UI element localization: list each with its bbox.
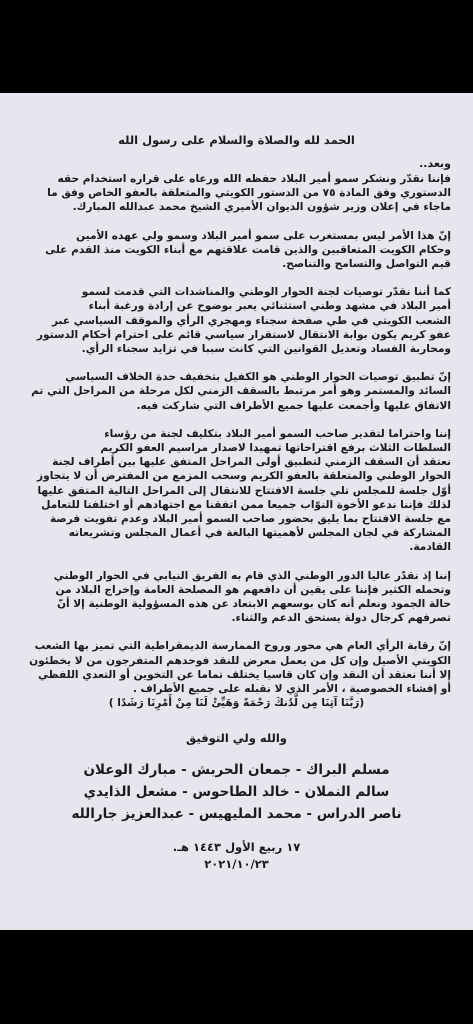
paragraph-line: القادمة.: [409, 541, 451, 554]
paragraph-line: إنّ تطبيق توصيات الحوار الوطني هو الكفيل بتخفيف حدة الخلاف السياسي: [65, 371, 451, 384]
paragraph-line: تصرفهم كرجال دولة يستحق الدعم والثناء.: [231, 612, 451, 625]
preface-word: وبعد..: [419, 157, 451, 170]
hijri-date: ١٧ ربيع الأول ١٤٤٣ هـ.: [172, 839, 301, 854]
paragraph-line: الحوار الوطني والمتعلقة بالعفو الكريم وسحب المزمع من المفترض أن لا يتجاوز: [37, 470, 451, 483]
paragraph-2: [22, 229, 451, 272]
paragraph-line: وحكام الكويت المتعاقبين والذين قامت علاقتهم مع أبناء الكويت منذ القدم على: [45, 243, 451, 256]
paragraph-line: إنّ هذا الأمر ليس بمستغرب على سمو أمير البلاد وسمو ولي عهده الأمين: [76, 229, 451, 242]
paragraph-6: [22, 569, 451, 626]
paragraph-line: السلطات الثلاث برفع اقتراحاتها تمهيدا لاصدار مراسيم العفو الكريم: [100, 442, 451, 455]
paragraph-line: قيم التواصل والتسامح والتناصح.: [282, 258, 451, 271]
paragraph-line: مع جلسة الافتتاح بما يليق بحضور صاحب السمو أمير البلاد وعدم تفويت فرصة: [49, 513, 451, 526]
paragraph-line: الاتفاق عليها وأجمعت عليها جميع الأطراف التي شاركت فيه.: [136, 399, 451, 412]
paragraph-line: فإننا نقدّر ونشكر سمو أمير البلاد حفظه الله ورعاه على قراره استخدام حقه: [57, 173, 451, 185]
paragraph-7: [22, 639, 451, 710]
paragraph-line: إنّ رقابة الرأي العام هي محور وروح الممارسة الديمقراطية التي تميز بها الشعب: [34, 640, 451, 653]
paragraph-line: إننا إذ نقدّر عاليا الدور الوطني الذي قام به الفريق النيابي في الحوار الوطني: [53, 569, 451, 582]
paragraph-line: ومحاربة الفساد وتعديل القوانين التي كانت سببا في تزايد سجناء الرأي.: [81, 343, 451, 356]
quran-verse: (رَبَّنَا آتِنَا مِن لَّدُنكَ رَحْمَةً وَهَيِّئْ لَنَا مِنْ أَمْرِنَا رَشَدًا ): [108, 697, 365, 710]
paragraph-line: الدستوري وفق المادة ٧٥ من الدستور الكويتي والمتعلقة بالعفو الخاص وفق ما: [47, 187, 451, 200]
paragraph-line: أو إفشاء الخصوصية ، الأمر الذي لا نقبله على جميع الأطراف .: [132, 683, 451, 696]
date-block: [22, 839, 451, 873]
paragraph-line: الشعب الكويتي في طي صفحة سجناء ومهجري الرأي والموقف السياسي عبر: [51, 314, 451, 327]
paragraph-line: السائد والمستمر وهو أمر مرتبط بالسقف الزمني لكل مرحلة من المراحل التي تم: [31, 385, 451, 398]
signatories-row: سالم النملان - خالد الطاحوس - مشعل الذايدي: [83, 783, 390, 800]
paragraph-line: الكويتي الأصيل وإن كل من يعمل معرض للنقد فوحدهم المتفرجون من لا يخطئون: [29, 654, 451, 667]
paragraph-line: أوّل جلسة للمجلس تلي جلسة الافتتاح للانتقال إلى المراحل التالية المتفق عليها: [37, 484, 451, 497]
signatories-block: [22, 759, 451, 825]
statement-document: [0, 93, 473, 930]
gregorian-date: ٢٠٢١/١٠/٢٣: [204, 856, 269, 871]
closing-phrase: والله ولي التوفيق: [186, 730, 287, 745]
paragraph-line: ماجاء في إعلان وزير شؤون الديوان الأميري الشيخ محمد عبدالله المبارك.: [72, 201, 451, 214]
paragraph-line: لذلك فإننا ندعو الأخوة النوّاب جميعا ممن اتفقنا مع اجتهادهم أو اختلفنا للتعامل: [41, 498, 451, 511]
paragraph-line: عفو كريم يكون بوابة الانتقال لاستقرار سياسي قائم على احترام أحكام الدستور: [36, 328, 451, 341]
paragraph-line: كما أننا نقدّر توصيات لجنة الحوار الوطني والمناشدات التي قدمت لسمو: [81, 286, 451, 299]
opening-praise: الحمد لله والصلاة والسلام على رسول الله: [118, 133, 355, 147]
paragraph-4: [22, 370, 451, 413]
paragraph-3: [22, 285, 451, 356]
signatories-row: مسلم البراك - جمعان الحربش - مبارك الوعلان: [83, 761, 390, 778]
signatories-row: ناصر الدراس - محمد المليهيس - عبدالعزيز جارالله: [71, 805, 402, 822]
paragraph-line: إلا أننا نعتقد أن النقد وإن كان قاسيا يختلف تماما عن التخوين أو التعدي اللفظي: [37, 668, 451, 681]
paragraph-line: حالة الجمود ونعلم أنه كان بوسعهم الابتعاد عن هذه المسؤولية الوطنية إلا أنّ: [56, 598, 451, 611]
paragraph-line: نعتقد أن السقف الزمني لتطبيق أولى المراحل المتفق عليها بين أطراف لجنة: [52, 456, 451, 469]
paragraph-line: إننا واحتراما لتقدير صاحب السمو أمير البلاد بتكليف لجنة من رؤساء: [104, 427, 451, 440]
paragraph-5: [22, 427, 451, 555]
paragraph-line: المشاركة في لجان المجلس لأهميتها البالغة في أعمال المجلس وتشريعاته: [68, 527, 451, 540]
paragraph-line: أمير البلاد في مشهد وطني استثنائي يعبر بوضوح عن إرادة ورغبة أبناء: [88, 300, 451, 313]
paragraph-1: [22, 172, 451, 215]
paragraph-line: وتحمله الكثير فإننا على يقين أن دافعهم هو المصلحة العامة وإخراج البلاد من: [55, 583, 451, 596]
